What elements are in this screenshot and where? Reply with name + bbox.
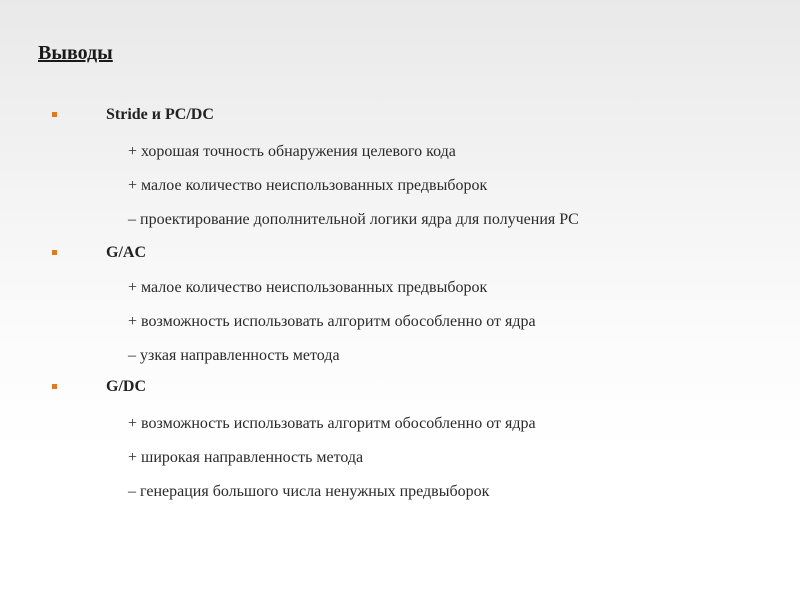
section-point: – узкая направленность метода [128, 347, 340, 364]
section-point: – проектирование дополнительной логики ядра для получения PC [128, 211, 579, 228]
section-heading: G/DC [106, 378, 146, 395]
section-point: + хорошая точность обнаружения целевого кода [128, 143, 456, 160]
section-point: + возможность использовать алгоритм обособленно от ядра [128, 313, 536, 330]
bullet-square-icon [52, 112, 57, 117]
bullet-square-icon [52, 250, 57, 255]
section-heading: G/AC [106, 244, 146, 261]
bullet-square-icon [52, 384, 57, 389]
section-point: – генерация большого числа ненужных предвыборок [128, 483, 490, 500]
section-point: + малое количество неиспользованных предвыборок [128, 177, 488, 194]
section-point: + малое количество неиспользованных предвыборок [128, 279, 488, 296]
section-heading: Stride и PC/DC [106, 106, 214, 123]
section-point: + широкая направленность метода [128, 449, 364, 466]
section-point: + возможность использовать алгоритм обособленно от ядра [128, 415, 536, 432]
slide-title: Выводы [38, 42, 113, 64]
